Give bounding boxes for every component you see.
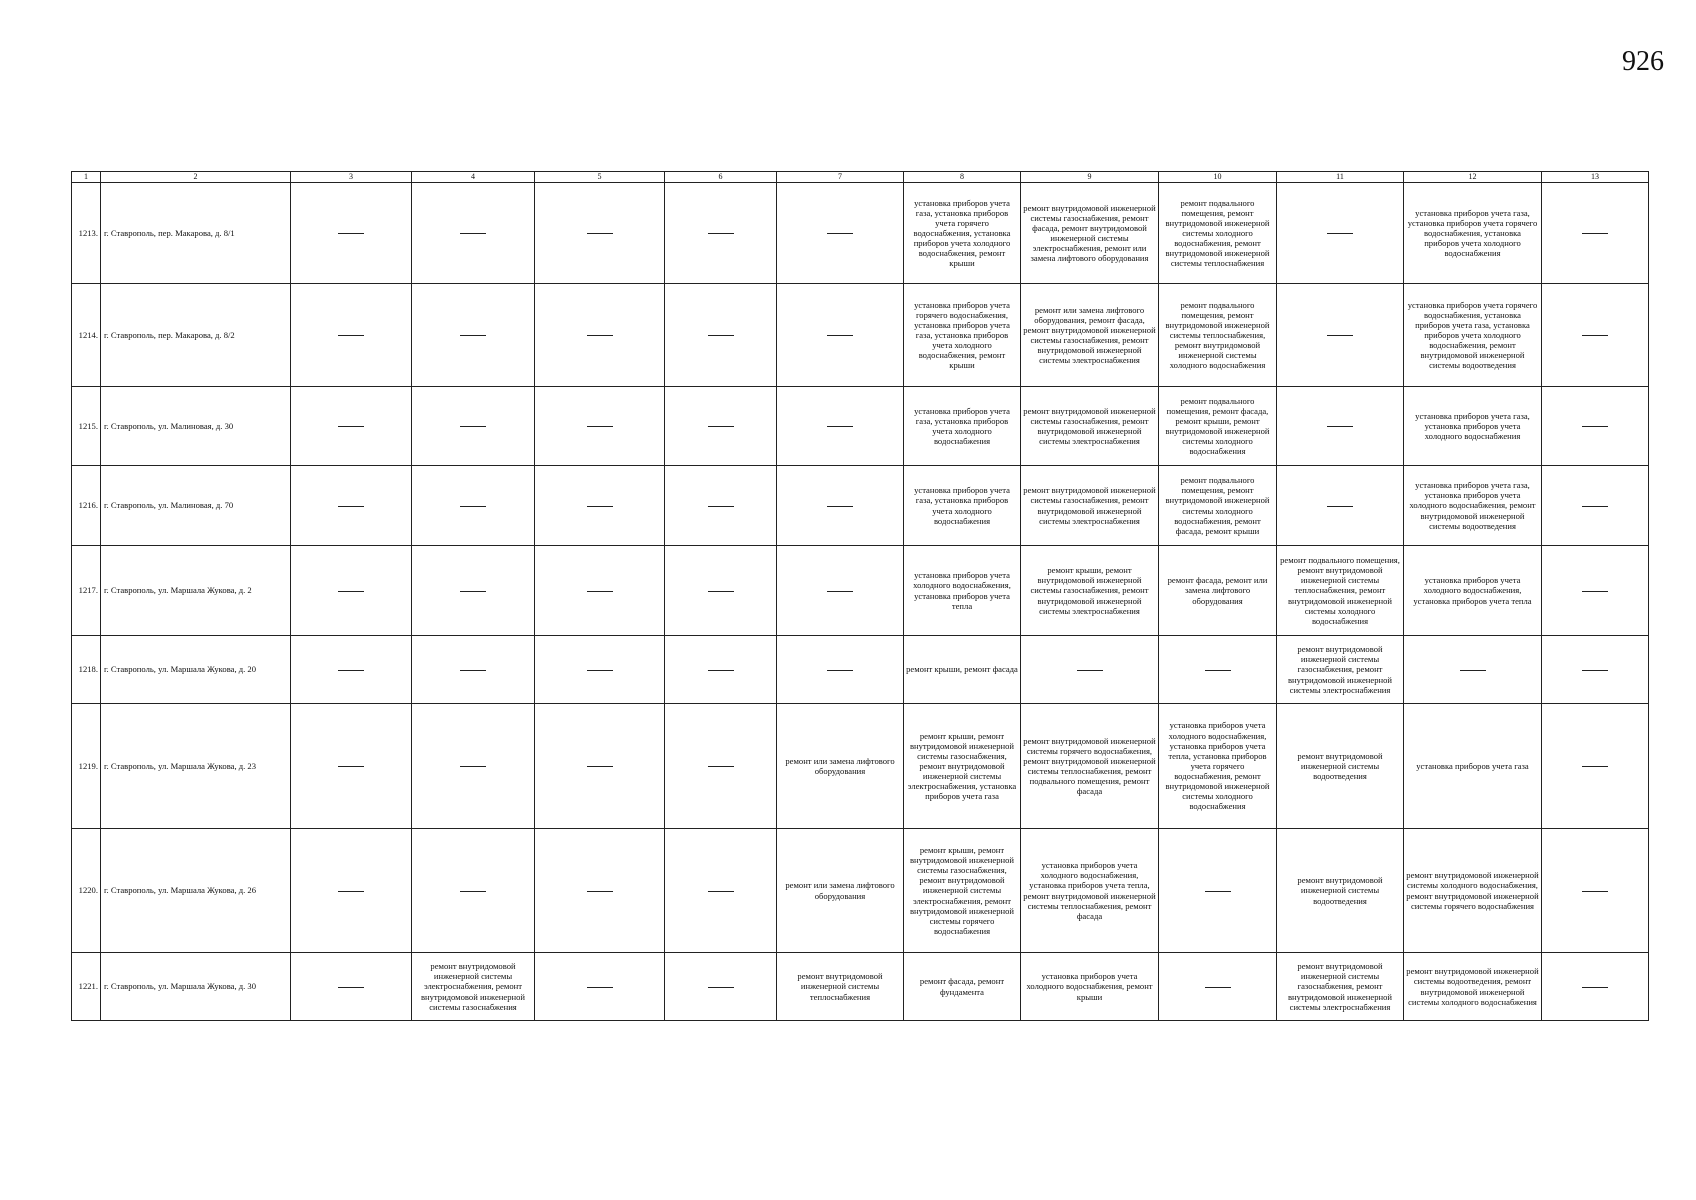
dash-mark [708, 335, 734, 336]
dash-mark [1205, 891, 1231, 892]
dash-mark [827, 591, 853, 592]
work-description-cell: ремонт крыши, ремонт внутридомовой инженерной системы газоснабжения, ремонт внутридомовой инженерной системы электроснабжения, ремонт внутридомовой инженерной системы горячего водоснабжения [904, 829, 1021, 953]
dash-mark [460, 426, 486, 427]
empty-cell [1404, 636, 1542, 704]
dash-mark [338, 233, 364, 234]
empty-cell [665, 953, 777, 1021]
empty-cell [665, 636, 777, 704]
work-description-cell: установка приборов учета холодного водоснабжения, установка приборов учета тепла, ремонт внутридомовой инженерной системы теплоснабжения, ремонт фасада [1021, 829, 1159, 953]
column-header: 3 [291, 172, 412, 183]
dash-mark [587, 426, 613, 427]
dash-mark [338, 591, 364, 592]
dash-mark [1582, 670, 1608, 671]
column-header: 13 [1542, 172, 1649, 183]
work-description-cell: ремонт или замена лифтового оборудования [777, 829, 904, 953]
dash-mark [1582, 335, 1608, 336]
work-description-cell: ремонт внутридомовой инженерной системы газоснабжения, ремонт фасада, ремонт внутридомовой инженерной системы электроснабжения, ремонт или замена лифтового оборудования [1021, 183, 1159, 284]
work-description-cell: установка приборов учета горячего водоснабжения, установка приборов учета газа, установка приборов учета холодного водоснабжения, ремонт крыши [904, 284, 1021, 387]
empty-cell [291, 183, 412, 284]
dash-mark [1327, 426, 1353, 427]
work-description-cell: установка приборов учета холодного водоснабжения, ремонт крыши [1021, 953, 1159, 1021]
table-row [72, 704, 1649, 829]
column-header: 10 [1159, 172, 1277, 183]
dash-mark [338, 426, 364, 427]
empty-cell [291, 704, 412, 829]
row-number: 1220. [72, 829, 101, 953]
work-description-cell: установка приборов учета газа, установка приборов учета холодного водоснабжения [904, 466, 1021, 546]
address-cell: г. Ставрополь, ул. Малиновая, д. 30 [101, 387, 291, 466]
table-row [72, 466, 1649, 546]
empty-cell [535, 466, 665, 546]
address-cell: г. Ставрополь, ул. Малиновая, д. 70 [101, 466, 291, 546]
empty-cell [535, 546, 665, 636]
dash-mark [827, 233, 853, 234]
work-description-cell: ремонт подвального помещения, ремонт внутридомовой инженерной системы холодного водоснабжения, ремонт фасада, ремонт крыши [1159, 466, 1277, 546]
empty-cell [291, 387, 412, 466]
empty-cell [777, 636, 904, 704]
dash-mark [587, 891, 613, 892]
work-description-cell: ремонт подвального помещения, ремонт фасада, ремонт крыши, ремонт внутридомовой инженерной системы холодного водоснабжения [1159, 387, 1277, 466]
empty-cell [1542, 183, 1649, 284]
dash-mark [1327, 506, 1353, 507]
empty-cell [535, 704, 665, 829]
dash-mark [1582, 426, 1608, 427]
dash-mark [1327, 335, 1353, 336]
empty-cell [1542, 466, 1649, 546]
dash-mark [460, 335, 486, 336]
empty-cell [1542, 704, 1649, 829]
work-description-cell: ремонт внутридомовой инженерной системы газоснабжения, ремонт внутридомовой инженерной системы электроснабжения [1021, 387, 1159, 466]
table-row [72, 636, 1649, 704]
work-description-cell: ремонт фасада, ремонт фундамента [904, 953, 1021, 1021]
work-description-cell: ремонт крыши, ремонт внутридомовой инженерной системы газоснабжения, ремонт внутридомовой инженерной системы электроснабжения, установка приборов учета газа [904, 704, 1021, 829]
table-row [72, 829, 1649, 953]
work-description-cell: установка приборов учета газа, установка приборов учета горячего водоснабжения, установка приборов учета холодного водоснабжения, ремонт крыши [904, 183, 1021, 284]
empty-cell [412, 829, 535, 953]
empty-cell [291, 636, 412, 704]
empty-cell [1159, 829, 1277, 953]
empty-cell [777, 387, 904, 466]
row-number: 1219. [72, 704, 101, 829]
empty-cell [1542, 829, 1649, 953]
work-description-cell: установка приборов учета холодного водоснабжения, установка приборов учета тепла [904, 546, 1021, 636]
capital-repair-table [71, 171, 1649, 1021]
dash-mark [1460, 670, 1486, 671]
page-number: 926 [1622, 46, 1664, 77]
empty-cell [777, 466, 904, 546]
work-description-cell: ремонт подвального помещения, ремонт внутридомовой инженерной системы теплоснабжения, ремонт внутридомовой инженерной системы холодного водоснабжения [1277, 546, 1404, 636]
column-header: 7 [777, 172, 904, 183]
empty-cell [291, 284, 412, 387]
work-description-cell: ремонт внутридомовой инженерной системы холодного водоснабжения, ремонт внутридомовой инженерной системы горячего водоснабжения [1404, 829, 1542, 953]
empty-cell [412, 387, 535, 466]
dash-mark [460, 506, 486, 507]
address-cell: г. Ставрополь, ул. Маршала Жукова, д. 30 [101, 953, 291, 1021]
table-row [72, 284, 1649, 387]
dash-mark [1582, 233, 1608, 234]
row-number: 1221. [72, 953, 101, 1021]
work-description-cell: ремонт или замена лифтового оборудования [777, 704, 904, 829]
column-header: 4 [412, 172, 535, 183]
empty-cell [412, 636, 535, 704]
dash-mark [587, 335, 613, 336]
work-description-cell: ремонт внутридомовой инженерной системы газоснабжения, ремонт внутридомовой инженерной системы электроснабжения [1277, 953, 1404, 1021]
empty-cell [1277, 466, 1404, 546]
row-number: 1216. [72, 466, 101, 546]
dash-mark [1582, 766, 1608, 767]
empty-cell [1021, 636, 1159, 704]
row-number: 1217. [72, 546, 101, 636]
empty-cell [777, 546, 904, 636]
column-header: 11 [1277, 172, 1404, 183]
column-header: 2 [101, 172, 291, 183]
dash-mark [708, 670, 734, 671]
empty-cell [665, 829, 777, 953]
work-description-cell: ремонт крыши, ремонт внутридомовой инженерной системы газоснабжения, ремонт внутридомовой инженерной системы электроснабжения [1021, 546, 1159, 636]
column-header: 5 [535, 172, 665, 183]
dash-mark [1582, 591, 1608, 592]
address-cell: г. Ставрополь, ул. Маршала Жукова, д. 23 [101, 704, 291, 829]
column-header: 12 [1404, 172, 1542, 183]
table-row [72, 546, 1649, 636]
dash-mark [1582, 891, 1608, 892]
table-row [72, 387, 1649, 466]
empty-cell [1542, 546, 1649, 636]
empty-cell [412, 704, 535, 829]
dash-mark [708, 987, 734, 988]
row-number: 1218. [72, 636, 101, 704]
empty-cell [291, 546, 412, 636]
dash-mark [1582, 506, 1608, 507]
empty-cell [777, 183, 904, 284]
empty-cell [1542, 953, 1649, 1021]
empty-cell [777, 284, 904, 387]
empty-cell [1277, 284, 1404, 387]
work-description-cell: установка приборов учета газа, установка приборов учета холодного водоснабжения [904, 387, 1021, 466]
empty-cell [665, 704, 777, 829]
dash-mark [587, 591, 613, 592]
dash-mark [1205, 987, 1231, 988]
dash-mark [338, 766, 364, 767]
dash-mark [587, 233, 613, 234]
work-description-cell: ремонт внутридомовой инженерной системы водоотведения, ремонт внутридомовой инженерной системы холодного водоснабжения [1404, 953, 1542, 1021]
column-header: 6 [665, 172, 777, 183]
work-description-cell: установка приборов учета холодного водоснабжения, установка приборов учета тепла, установка приборов учета горячего водоснабжения, ремонт внутридомовой инженерной системы холодного водоснабжения [1159, 704, 1277, 829]
work-description-cell: установка приборов учета газа, установка приборов учета горячего водоснабжения, установка приборов учета холодного водоснабжения [1404, 183, 1542, 284]
dash-mark [338, 506, 364, 507]
dash-mark [460, 233, 486, 234]
empty-cell [1542, 636, 1649, 704]
empty-cell [1277, 183, 1404, 284]
empty-cell [291, 953, 412, 1021]
empty-cell [535, 387, 665, 466]
dash-mark [708, 233, 734, 234]
empty-cell [535, 284, 665, 387]
dash-mark [587, 987, 613, 988]
work-description-cell: ремонт подвального помещения, ремонт внутридомовой инженерной системы холодного водоснабжения, ремонт внутридомовой инженерной системы теплоснабжения [1159, 183, 1277, 284]
address-cell: г. Ставрополь, пер. Макарова, д. 8/2 [101, 284, 291, 387]
dash-mark [827, 670, 853, 671]
address-cell: г. Ставрополь, ул. Маршала Жукова, д. 2 [101, 546, 291, 636]
empty-cell [1159, 953, 1277, 1021]
empty-cell [665, 466, 777, 546]
empty-cell [412, 183, 535, 284]
work-description-cell: установка приборов учета горячего водоснабжения, установка приборов учета газа, установка приборов учета холодного водоснабжения, ремонт внутридомовой инженерной системы водоотведения [1404, 284, 1542, 387]
work-description-cell: ремонт или замена лифтового оборудования, ремонт фасада, ремонт внутридомовой инженерной системы газоснабжения, ремонт внутридомовой инженерной системы электроснабжения [1021, 284, 1159, 387]
dash-mark [708, 891, 734, 892]
work-description-cell: ремонт внутридомовой инженерной системы газоснабжения, ремонт внутридомовой инженерной системы электроснабжения [1277, 636, 1404, 704]
work-description-cell: ремонт внутридомовой инженерной системы теплоснабжения [777, 953, 904, 1021]
table-row [72, 183, 1649, 284]
empty-cell [665, 183, 777, 284]
work-description-cell: ремонт внутридомовой инженерной системы водоотведения [1277, 704, 1404, 829]
work-description-cell: ремонт внутридомовой инженерной системы газоснабжения, ремонт внутридомовой инженерной системы электроснабжения [1021, 466, 1159, 546]
empty-cell [412, 546, 535, 636]
dash-mark [460, 891, 486, 892]
row-number: 1214. [72, 284, 101, 387]
work-description-cell: ремонт подвального помещения, ремонт внутридомовой инженерной системы теплоснабжения, ремонт внутридомовой инженерной системы холодного водоснабжения [1159, 284, 1277, 387]
dash-mark [460, 591, 486, 592]
dash-mark [1327, 233, 1353, 234]
table-row [72, 953, 1649, 1021]
header-row [72, 172, 1649, 183]
empty-cell [1542, 284, 1649, 387]
column-header: 1 [72, 172, 101, 183]
dash-mark [708, 766, 734, 767]
empty-cell [412, 466, 535, 546]
empty-cell [291, 466, 412, 546]
column-header: 9 [1021, 172, 1159, 183]
dash-mark [1582, 987, 1608, 988]
dash-mark [460, 766, 486, 767]
dash-mark [827, 426, 853, 427]
address-cell: г. Ставрополь, ул. Маршала Жукова, д. 20 [101, 636, 291, 704]
work-description-cell: установка приборов учета газа, установка приборов учета холодного водоснабжения [1404, 387, 1542, 466]
empty-cell [535, 953, 665, 1021]
dash-mark [338, 891, 364, 892]
work-description-cell: установка приборов учета газа, установка приборов учета холодного водоснабжения, ремонт внутридомовой инженерной системы водоотведения [1404, 466, 1542, 546]
empty-cell [665, 284, 777, 387]
dash-mark [708, 426, 734, 427]
address-cell: г. Ставрополь, пер. Макарова, д. 8/1 [101, 183, 291, 284]
dash-mark [338, 335, 364, 336]
empty-cell [1542, 387, 1649, 466]
work-description-cell: ремонт внутридомовой инженерной системы горячего водоснабжения, ремонт внутридомовой инженерной системы теплоснабжения, ремонт подвального помещения, ремонт фасада [1021, 704, 1159, 829]
address-cell: г. Ставрополь, ул. Маршала Жукова, д. 26 [101, 829, 291, 953]
empty-cell [1159, 636, 1277, 704]
dash-mark [338, 670, 364, 671]
empty-cell [291, 829, 412, 953]
row-number: 1213. [72, 183, 101, 284]
work-description-cell: ремонт крыши, ремонт фасада [904, 636, 1021, 704]
dash-mark [827, 506, 853, 507]
empty-cell [1277, 387, 1404, 466]
empty-cell [535, 183, 665, 284]
dash-mark [587, 506, 613, 507]
dash-mark [1205, 670, 1231, 671]
empty-cell [535, 636, 665, 704]
dash-mark [1077, 670, 1103, 671]
empty-cell [665, 387, 777, 466]
empty-cell [535, 829, 665, 953]
empty-cell [412, 284, 535, 387]
dash-mark [587, 766, 613, 767]
work-description-cell: установка приборов учета холодного водоснабжения, установка приборов учета тепла [1404, 546, 1542, 636]
dash-mark [338, 987, 364, 988]
work-description-cell: установка приборов учета газа [1404, 704, 1542, 829]
dash-mark [708, 506, 734, 507]
column-header: 8 [904, 172, 1021, 183]
dash-mark [460, 670, 486, 671]
work-description-cell: ремонт фасада, ремонт или замена лифтового оборудования [1159, 546, 1277, 636]
dash-mark [827, 335, 853, 336]
dash-mark [708, 591, 734, 592]
empty-cell [665, 546, 777, 636]
work-description-cell: ремонт внутридомовой инженерной системы водоотведения [1277, 829, 1404, 953]
work-description-cell: ремонт внутридомовой инженерной системы электроснабжения, ремонт внутридомовой инженерной системы газоснабжения [412, 953, 535, 1021]
row-number: 1215. [72, 387, 101, 466]
dash-mark [587, 670, 613, 671]
